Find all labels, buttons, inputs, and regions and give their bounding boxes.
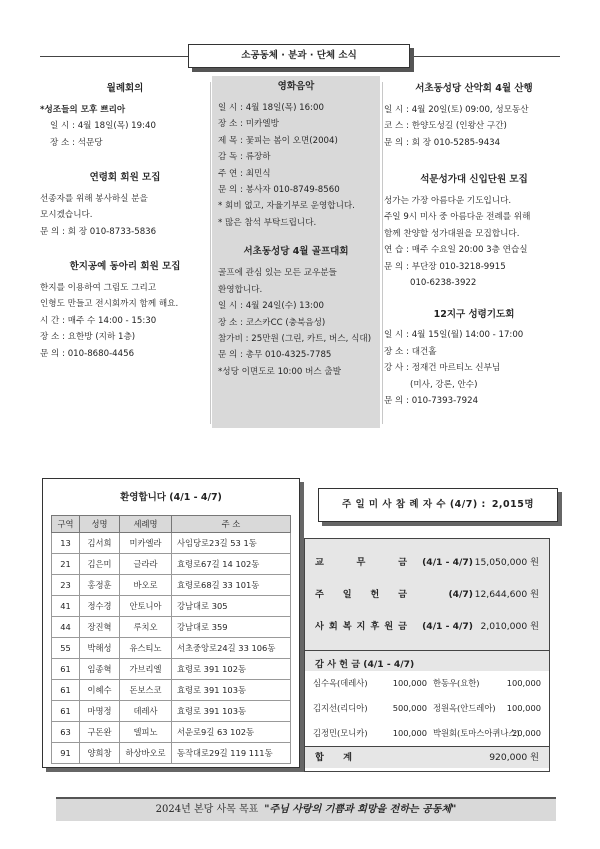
notice-title: 서초동성당 산악회 4월 산행 <box>415 83 533 94</box>
cell-district: 21 <box>52 553 80 574</box>
finance-amount: 12,644,600 원 <box>474 589 539 601</box>
notice-line: 한지를 이용하여 그림도 그리고 <box>40 283 157 294</box>
donation-amount: 100,000 <box>392 728 427 739</box>
cell-name: 김은미 <box>80 553 120 574</box>
notice-monthly-meeting <box>40 82 210 149</box>
notice-line: 함께 찬양할 성가대원을 모집합니다. <box>384 228 520 239</box>
finance-period: (4/7) <box>448 589 473 601</box>
donation-amount: 100,000 <box>506 678 541 689</box>
cell-address: 사임당로23길 53 1동 <box>172 532 291 553</box>
notice-title: 연령회 회원 모집 <box>89 172 161 184</box>
table-header-row <box>52 515 291 532</box>
notice-line: 문 의 : 010-7393-7924 <box>384 396 479 407</box>
notice-line: 주 연 : 최민식 <box>218 168 271 179</box>
notice-title: 12지구 성령기도회 <box>433 308 515 320</box>
cell-district: 44 <box>52 616 80 637</box>
cell-address: 동작대로29길 119 111동 <box>172 742 291 763</box>
finance-label <box>315 556 407 569</box>
finance-label <box>315 620 407 633</box>
table-row <box>52 532 291 553</box>
notice-line: 선종자를 위해 봉사하실 분을 <box>40 193 148 204</box>
cell-baptismal-name: 델피노 <box>120 721 172 742</box>
notice-line: 장 소 : 요한방 (지하 1층) <box>40 332 136 343</box>
notice-line: 문 의 : 봉사자 010-8749-8560 <box>218 185 340 196</box>
table-row <box>52 679 291 700</box>
notice-line: (미사, 강론, 안수) <box>410 379 478 390</box>
attendance-label: 주 일 미 사 참 례 자 수 (4/7) : <box>341 499 486 511</box>
footer-banner <box>56 797 556 821</box>
notice-line: 모시겠습니다. <box>40 210 93 221</box>
footer-prefix: 2024년 본당 사목 목표 <box>155 803 259 815</box>
column-right <box>384 76 564 428</box>
donation-row <box>305 721 549 746</box>
cell-address: 효령로 391 102동 <box>172 658 291 679</box>
notice-movie <box>218 80 374 229</box>
cell-baptismal-name: 유스티노 <box>120 637 172 658</box>
cell-district: 61 <box>52 700 80 721</box>
column-divider <box>210 82 211 424</box>
notice-line: 문 의 : 회 장 010-8733-5836 <box>40 226 157 237</box>
finance-label-char: 무 <box>356 557 366 569</box>
section-header <box>188 44 410 68</box>
donor-name: 김정민(모니카) <box>313 728 368 739</box>
notice-title: 월례회의 <box>106 83 144 94</box>
table-row <box>52 574 291 595</box>
total-row <box>305 746 549 768</box>
donation-list <box>305 671 549 746</box>
finance-label-char: 금 <box>398 589 407 601</box>
donor-name: 심수옥(데레사) <box>313 678 368 689</box>
donation-amount: 100,000 <box>392 678 427 689</box>
finance-amount: 15,050,000 원 <box>474 557 539 569</box>
cell-name: 구돈완 <box>80 721 120 742</box>
table-row <box>52 700 291 721</box>
cell-baptismal-name: 안토니아 <box>120 595 172 616</box>
welcome-title: 환영합니다 (4/1 - 4/7) <box>120 492 222 503</box>
notice-line: 골프에 관심 있는 모든 교우분들 <box>218 268 337 279</box>
cell-name: 장진혁 <box>80 616 120 637</box>
footer-motto: "주님 사랑의 기쁨과 희망을 전하는 공동체" <box>264 803 457 815</box>
notice-line: 제 목 : 꽃피는 봄이 오면(2004) <box>218 135 338 146</box>
notice-line: 환영합니다. <box>218 284 263 295</box>
donation-amount: 100,000 <box>506 703 541 714</box>
notice-title: 서초동성당 4월 골프대회 <box>243 246 349 258</box>
finance-label-char: 헌 <box>370 589 380 601</box>
finance-label-char: 금 <box>398 557 407 569</box>
finance-label-char: 금 <box>398 621 407 633</box>
notice-title: 한지공예 동아리 회원 모집 <box>69 261 181 273</box>
notice-prayer <box>384 308 564 408</box>
total-label: 합 계 <box>315 751 360 763</box>
notice-line: 코 스 : 한양도성길 (인왕산 구간) <box>384 121 507 132</box>
cell-district: 61 <box>52 658 80 679</box>
header-title: 소공동체 · 분과 · 단체 소식 <box>241 50 357 62</box>
finance-period: (4/1 - 4/7) <box>422 621 473 633</box>
cell-address: 서운로9길 63 102동 <box>172 721 291 742</box>
cell-baptismal-name: 글라라 <box>120 553 172 574</box>
cell-name: 홍정훈 <box>80 574 120 595</box>
cell-baptismal-name: 바오로 <box>120 574 172 595</box>
cell-district: 63 <box>52 721 80 742</box>
column-left <box>40 76 210 428</box>
total-value: 920,000 원 <box>489 751 539 763</box>
table-row <box>52 658 291 679</box>
column-header: 세례명 <box>120 515 172 532</box>
notice-line: 문 의 : 010-8680-4456 <box>40 348 135 359</box>
donation-row <box>305 696 549 721</box>
notice-line: 장 소 : 미카엘방 <box>218 119 279 130</box>
cell-district: 61 <box>52 679 80 700</box>
notice-title: 석문성가대 신입단원 모집 <box>420 174 528 186</box>
finance-label-char: 교 <box>315 557 324 569</box>
cell-name: 임종혁 <box>80 658 120 679</box>
cell-baptismal-name: 가브리엘 <box>120 658 172 679</box>
cell-baptismal-name: 데레사 <box>120 700 172 721</box>
notice-line: * 회비 없고, 자율기부로 운영합니다. <box>218 201 355 212</box>
notice-line: 장 소 : 석문당 <box>50 137 103 148</box>
notice-hanji <box>40 260 210 360</box>
cell-district: 23 <box>52 574 80 595</box>
attendance-box <box>318 488 558 522</box>
notice-line: 문 의 : 총무 010-4325-7785 <box>218 350 332 361</box>
notice-line: 시 간 : 매주 수 14:00 - 15:30 <box>40 315 157 326</box>
finance-row <box>315 579 539 611</box>
notice-choir <box>384 173 564 289</box>
notice-line: 주일 9시 미사 중 아름다운 전례를 위해 <box>384 212 531 223</box>
notice-line: 감 독 : 류장하 <box>218 152 271 163</box>
column-header: 주 소 <box>172 515 291 532</box>
table-row <box>52 595 291 616</box>
finance-label-char: 일 <box>342 589 352 601</box>
cell-district: 91 <box>52 742 80 763</box>
cell-district: 41 <box>52 595 80 616</box>
cell-district: 13 <box>52 532 80 553</box>
notice-line: 일 시 : 4월 20일(토) 09:00, 성모동산 <box>384 104 529 115</box>
finance-summary <box>305 539 549 651</box>
notice-line: 문 의 : 회 장 010-5285-9434 <box>384 137 501 148</box>
thanks-title: 감 사 헌 금 (4/1 - 4/7) <box>305 651 549 671</box>
finance-label-char: 복 <box>342 621 352 633</box>
finance-period: (4/1 - 4/7) <box>422 557 473 569</box>
cell-baptismal-name: 돈보스코 <box>120 679 172 700</box>
finance-label-char: 회 <box>328 621 338 633</box>
cell-address: 강남대로 305 <box>172 595 291 616</box>
column-header: 구역 <box>52 515 80 532</box>
cell-baptismal-name: 미카엘라 <box>120 532 172 553</box>
cell-address: 효령로 391 103동 <box>172 700 291 721</box>
notice-line: *성조들의 모후 쁘리아 <box>40 104 126 115</box>
column-center <box>212 76 380 428</box>
cell-name: 정수경 <box>80 595 120 616</box>
cell-baptismal-name: 하상바오로 <box>120 742 172 763</box>
finance-label <box>315 588 407 601</box>
donor-name: 김지선(리디아) <box>313 703 368 714</box>
table-row <box>52 553 291 574</box>
table-row <box>52 637 291 658</box>
attendance-value: 2,015명 <box>491 499 535 511</box>
notice-line: 장 소 : 코스카CC (충북음성) <box>218 317 326 328</box>
cell-baptismal-name: 루치오 <box>120 616 172 637</box>
cell-name: 양희창 <box>80 742 120 763</box>
notice-line: 강 사 : 정재건 마르티노 신부님 <box>384 363 501 374</box>
column-divider <box>382 82 383 424</box>
notice-line: 일 시 : 4월 24일(수) 13:00 <box>218 301 324 312</box>
cell-address: 효령로68길 33 101동 <box>172 574 291 595</box>
header-rule-right <box>414 56 560 57</box>
cell-name: 김서희 <box>80 532 120 553</box>
cell-address: 효령로67길 14 102동 <box>172 553 291 574</box>
finance-label-char: 사 <box>315 621 324 633</box>
finance-row <box>315 547 539 579</box>
cell-address: 강남대로 359 <box>172 616 291 637</box>
notice-line: 인형도 만들고 전시회까지 함께 해요. <box>40 299 179 310</box>
notice-line: 일 시 : 4월 18일(목) 16:00 <box>218 102 324 113</box>
notice-line: 성가는 가장 아름다운 기도입니다. <box>384 195 512 206</box>
cell-address: 효령로 391 103동 <box>172 679 291 700</box>
welcome-table <box>51 515 291 764</box>
donor-name: 정원옥(안드레아) <box>433 703 496 714</box>
finance-label-char: 지 <box>356 621 366 633</box>
welcome-box <box>42 478 300 768</box>
cell-name: 박해성 <box>80 637 120 658</box>
finance-amount: 2,010,000 원 <box>480 621 539 633</box>
cell-name: 마명정 <box>80 700 120 721</box>
notice-line: 연 습 : 매주 수요일 20:00 3층 연습실 <box>384 245 528 256</box>
notice-line: 일 시 : 4월 18일(목) 19:40 <box>50 121 156 132</box>
notice-line: 010-6238-3922 <box>410 278 477 289</box>
notice-line: 참가비 : 25만원 (그린, 카트, 버스, 식대) <box>218 333 372 344</box>
finance-label-char: 후 <box>370 621 380 633</box>
finance-label-char: 주 <box>315 589 324 601</box>
table-row <box>52 616 291 637</box>
notice-golf <box>218 245 374 378</box>
header-rule-left <box>40 56 188 57</box>
table-row <box>52 742 291 763</box>
cell-address: 서초중앙로24길 33 106동 <box>172 637 291 658</box>
finance-label-char: 원 <box>384 621 394 633</box>
notice-line: 일 시 : 4월 15일(월) 14:00 - 17:00 <box>384 330 524 341</box>
table-row <box>52 721 291 742</box>
cell-name: 이혜수 <box>80 679 120 700</box>
finance-box <box>304 538 550 772</box>
notice-line: *성당 이면도로 10:00 버스 출발 <box>218 366 342 377</box>
notice-line: * 많은 참석 부탁드립니다. <box>218 217 317 228</box>
notice-hiking <box>384 82 564 149</box>
notice-title: 영화음악 <box>277 81 315 92</box>
column-header: 성명 <box>80 515 120 532</box>
notice-line: 문 의 : 부단장 010-3218-9915 <box>384 261 506 272</box>
donor-name: 한동우(요한) <box>433 678 480 689</box>
donation-amount: 500,000 <box>392 703 427 714</box>
notice-yeonhap <box>40 171 210 238</box>
cell-district: 55 <box>52 637 80 658</box>
donation-row <box>305 671 549 696</box>
donation-amount: 20,000 <box>511 728 541 739</box>
finance-row <box>315 611 539 643</box>
notice-line: 장 소 : 대건홀 <box>384 346 437 357</box>
donor-name: 박원회(토마스아퀴나스) <box>433 728 520 739</box>
